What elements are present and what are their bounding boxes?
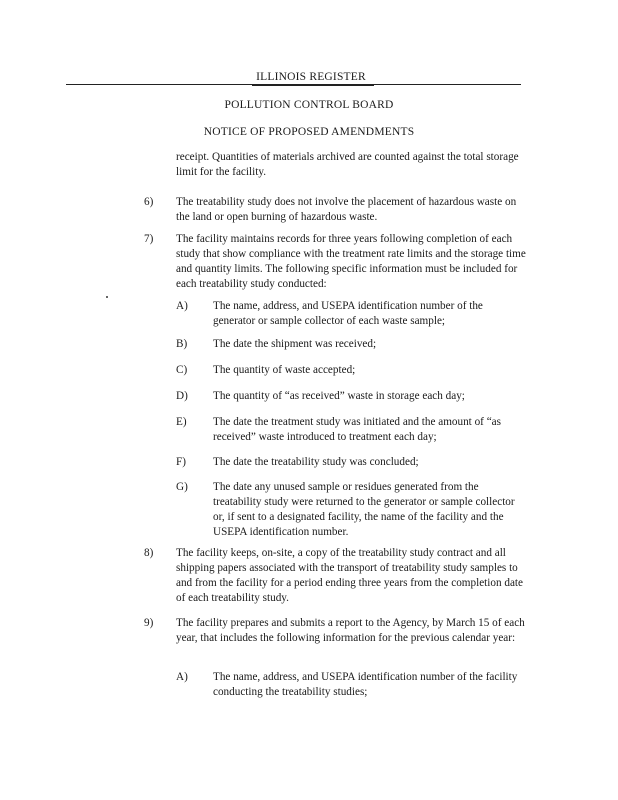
- sub-item-letter: C): [176, 364, 188, 376]
- sub-item-text: The date any unused sample or residues generated from the treatability study were returned to the generator or sample collector or, if sent to a designated facility, the name of the facility and the USEPA identification number.: [213, 481, 515, 538]
- sub-item-text: The quantity of waste accepted;: [213, 364, 356, 376]
- sub-item-text: The quantity of “as received” waste in storage each day;: [213, 390, 465, 402]
- item-number: 7): [144, 233, 154, 245]
- sub-item-letter: E): [176, 416, 187, 428]
- scan-mark: [106, 296, 108, 298]
- sub-item-letter: A): [176, 671, 188, 683]
- sub-item-text: The name, address, and USEPA identification number of the facility conducting the treatability studies;: [213, 671, 518, 698]
- item-number: 8): [144, 547, 154, 559]
- sub-item-text: The date the shipment was received;: [213, 338, 377, 350]
- item-text: The facility maintains records for three years following completion of each study that show compliance with the treatment rate limits and the storage time and quantity limits. The following specific information must be included for each treatability study conducted:: [176, 233, 526, 290]
- item-number: 6): [144, 196, 154, 208]
- sub-item-letter: D): [176, 390, 188, 402]
- notice-title: NOTICE OF PROPOSED AMENDMENTS: [203, 126, 415, 138]
- board-title: POLLUTION CONTROL BOARD: [224, 99, 394, 111]
- sub-item-text: The date the treatment study was initiated and the amount of “as received” waste introduced to treatment each day;: [213, 416, 501, 443]
- register-title: ILLINOIS REGISTER: [0, 70, 618, 86]
- sub-item-text: The date the treatability study was concluded;: [213, 456, 419, 468]
- sub-item-letter: F): [176, 456, 186, 468]
- item-number: 9): [144, 617, 154, 629]
- item-text: The facility keeps, on-site, a copy of the treatability study contract and all shipping papers associated with the transport of treatability study samples to and from the facility for a period ending three years from the completion date of each treatability study.: [176, 547, 523, 604]
- sub-item-letter: A): [176, 300, 188, 312]
- item-text: The facility prepares and submits a report to the Agency, by March 15 of each year, that includes the following information for the previous calendar year:: [176, 617, 525, 644]
- item-text: The treatability study does not involve the placement of hazardous waste on the land or open burning of hazardous waste.: [176, 196, 517, 223]
- sub-item-text: The name, address, and USEPA identification number of the generator or sample collector of each waste sample;: [213, 300, 483, 327]
- sub-item-letter: G): [176, 481, 188, 493]
- sub-item-letter: B): [176, 338, 188, 350]
- continuation-paragraph: receipt. Quantities of materials archived are counted against the total storage limit for the facility.: [176, 151, 519, 178]
